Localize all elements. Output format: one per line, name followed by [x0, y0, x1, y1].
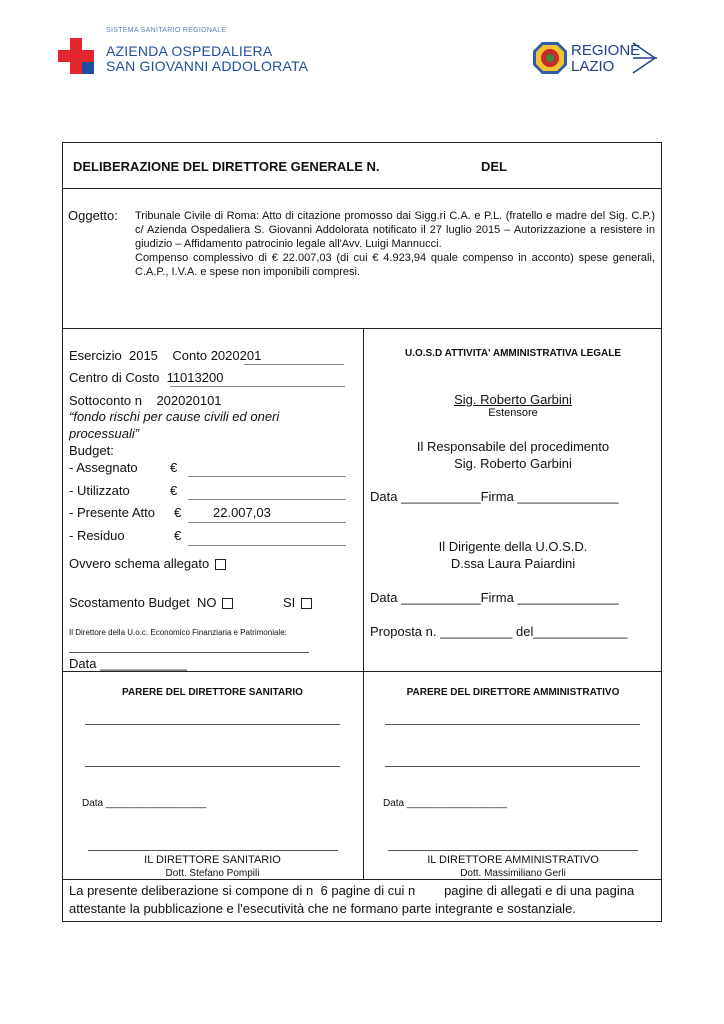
utilizzato-label: - Utilizzato: [69, 483, 130, 498]
parere-line: [385, 766, 640, 767]
parere-sanitario-title: PARERE DEL DIRETTORE SANITARIO: [122, 687, 303, 698]
red-cross-icon: [58, 38, 94, 74]
region-line1: REGIONE: [571, 42, 641, 59]
parere-line: [85, 766, 340, 767]
conto-line: [244, 364, 344, 365]
residuo-line: [188, 545, 346, 546]
parere-line: [85, 724, 340, 725]
responsabile-title: Il Responsabile del procedimento: [416, 439, 610, 454]
dirigente-title: Il Dirigente della U.O.S.D.: [438, 539, 588, 554]
region-emblem-icon: [532, 41, 568, 75]
data-firma-field: Data ___________Firma ______________: [370, 590, 619, 605]
deliberation-title: DELIBERAZIONE DEL DIRETTORE GENERALE N.: [73, 159, 380, 174]
org-name-line2: SAN GIOVANNI ADDOLORATA: [106, 58, 309, 74]
scostamento-row: Scostamento Budget NO: [69, 594, 233, 611]
assegnato-line: [188, 476, 346, 477]
sottoconto-row: Sottoconto n 202020101: [69, 393, 222, 408]
parere-amministrativo-title: PARERE DEL DIRETTORE AMMINISTRATIVO: [406, 687, 620, 698]
presente-atto-line: [188, 522, 346, 523]
data-field: Data __________________: [383, 798, 508, 809]
oggetto-compenso: Compenso complessivo di € 22.007,03 (di cui € 4.923,94 quale compenso in acconto) spese generali, C.A.P., I.V.A. e spese non imponibili compresi.: [135, 252, 655, 278]
euro-symbol: €: [174, 528, 182, 543]
org-name-line1: AZIENDA OSPEDALIERA: [106, 43, 273, 59]
presente-atto-value: 22.007,03: [213, 505, 271, 520]
direttore-sanitario-sign: IL DIRETTORE SANITARIO: [144, 854, 281, 866]
scostamento-si-checkbox[interactable]: [301, 598, 312, 609]
presente-atto-label: - Presente Atto: [69, 505, 155, 520]
proposta-field: Proposta n. __________ del_____________: [370, 624, 628, 639]
centro-costo-row: Centro di Costo 11013200: [69, 370, 224, 385]
responsabile-name: Sig. Roberto Garbini: [454, 456, 572, 471]
euro-symbol: €: [170, 483, 178, 498]
deliberation-del: DEL: [481, 159, 507, 174]
scostamento-no-checkbox[interactable]: [222, 598, 233, 609]
estensore-role: Estensore: [488, 407, 538, 419]
schema-allegato-row: Ovvero schema allegato: [69, 555, 226, 572]
centro-costo-line: [170, 386, 345, 387]
system-label: SISTEMA SANITARIO REGIONALE: [106, 27, 227, 34]
data-field: Data ____________: [69, 656, 187, 671]
utilizzato-line: [188, 499, 346, 500]
footer-text-line2: attestante la pubblicazione e l'esecutività che ne formano parte integrante e sostanziale.: [69, 901, 576, 916]
assegnato-label: - Assegnato: [69, 460, 138, 475]
direttore-amministrativo-sign: IL DIRETTORE AMMINISTRATIVO: [427, 854, 599, 866]
data-field: Data __________________: [82, 798, 207, 809]
euro-symbol: €: [174, 505, 182, 520]
euro-symbol: €: [170, 460, 178, 475]
scostamento-si: SI: [283, 594, 312, 611]
divider: [62, 188, 662, 189]
footer-text-line1: La presente deliberazione si compone di n 6 pagine di cui n pagine di allegati e di una pagina: [69, 883, 635, 898]
esercizio-row: Esercizio 2015 Conto 2020201: [69, 348, 262, 363]
direttore-amministrativo-name: Dott. Massimiliano Gerli: [460, 868, 566, 879]
parere-line: [385, 724, 640, 725]
data-firma-field: Data ___________Firma ______________: [370, 489, 619, 504]
oggetto-text: Tribunale Civile di Roma: Atto di citazione promosso dai Sigg.ri C.A. e P.L. (fratello e madre del Sig. C.P.) c/ Azienda Ospedaliera S. Giovanni Addolorata notificato il 27 luglio 2015 – Autorizzazione a resistere in giudizio – Affidamento patrocinio legale all'Avv. Luigi Mannucci.: [135, 210, 655, 250]
schema-allegato-checkbox[interactable]: [215, 559, 226, 570]
budget-label: Budget:: [69, 443, 114, 458]
direttore-sanitario-name: Dott. Stefano Pompili: [165, 868, 260, 879]
divider: [62, 328, 662, 329]
estensore-name: Sig. Roberto Garbini: [454, 392, 572, 407]
direttore-uoc-label: Il Direttore della U.o.c. Economico Finanziaria e Patrimoniale:: [69, 628, 287, 637]
signature-line: [88, 850, 338, 851]
residuo-label: - Residuo: [69, 528, 125, 543]
sottoconto-desc: “fondo rischi per cause civili ed oneri processuali”: [69, 409, 280, 441]
signature-line: [69, 652, 309, 653]
region-line2: LAZIO: [571, 58, 615, 75]
uosd-title: U.O.S.D ATTIVITA' AMMINISTRATIVA LEGALE: [404, 348, 622, 359]
dirigente-name: D.ssa Laura Paiardini: [450, 556, 576, 571]
signature-line: [388, 850, 638, 851]
region-arrow-icon: [631, 41, 659, 75]
oggetto-label: Oggetto:: [68, 208, 118, 223]
